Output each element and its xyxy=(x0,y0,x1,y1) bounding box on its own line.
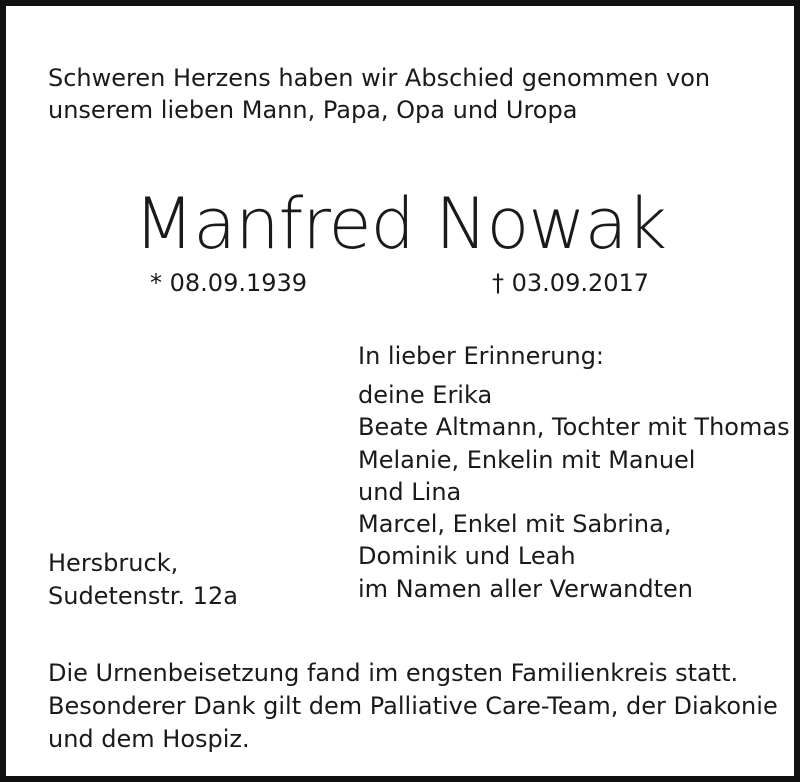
address-line: Hersbruck, xyxy=(48,549,179,577)
memory-heading: In lieber Erinnerung: xyxy=(358,342,605,370)
birth-date: * 08.09.1939 xyxy=(150,269,308,297)
address-line: Sudetenstr. 12a xyxy=(48,582,238,610)
family-line: Dominik und Leah xyxy=(358,542,576,571)
intro-text xyxy=(48,62,710,126)
address-block xyxy=(48,547,238,613)
family-list xyxy=(358,379,790,605)
family-line: Beate Altmann, Tochter mit Thomas xyxy=(358,413,790,442)
closing-line: Die Urnenbeisetzung fand im engsten Familienkreis statt. xyxy=(48,659,739,687)
intro-line: unserem lieben Mann, Papa, Opa und Uropa xyxy=(48,96,578,124)
family-line: deine Erika xyxy=(358,381,493,409)
family-line: und Lina xyxy=(358,477,462,506)
closing-text xyxy=(48,657,778,756)
intro-line: Schweren Herzens haben wir Abschied genommen von xyxy=(48,64,711,92)
deceased-name: Manfred Nowak xyxy=(133,183,667,265)
family-line: im Namen aller Verwandten xyxy=(358,574,693,603)
family-line: Melanie, Enkelin mit Manuel xyxy=(358,445,696,474)
closing-line: Besonderer Dank gilt dem Palliative Care-Team, der Diakonie xyxy=(48,692,778,720)
closing-line: und dem Hospiz. xyxy=(48,725,250,753)
death-date: † 03.09.2017 xyxy=(492,269,650,297)
family-line: Marcel, Enkel mit Sabrina, xyxy=(358,510,672,539)
